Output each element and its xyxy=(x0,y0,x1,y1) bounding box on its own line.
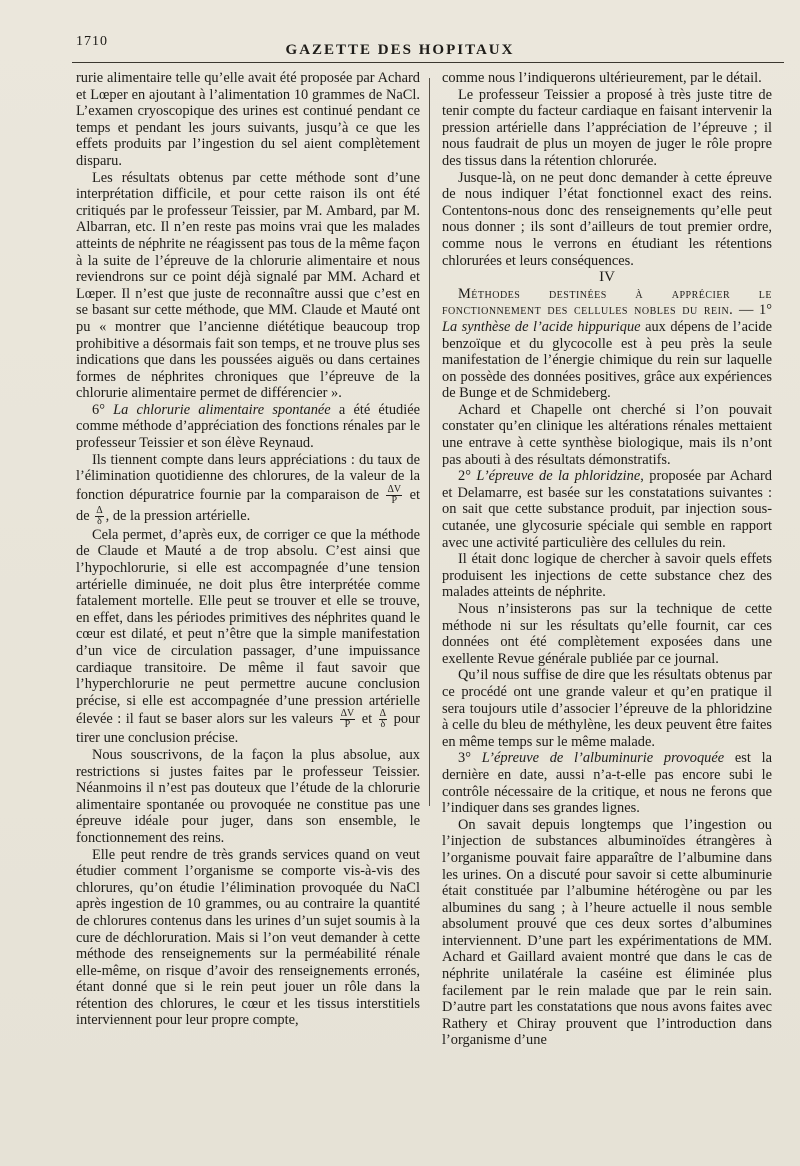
paragraph-text: Cela permet, d’après eux, de corriger ce que la méthode de Claude et Mauté a de trop absolu. C’est ainsi que l’hypochlorurie, si elle est accompagnée d’une tension artérielle diminuée, ne doit plus être interprétée comme fatalement mortelle. Elle peut se trouver et elle se trouve, en effet, dans les périodes primitives des néphrites quand le cœur est dilaté, et peut n’être que la simple manifestation d’un vice de circulation passager, d’une impuissance cardiaque transitoire. De même il faut savoir que l’hyperchlorurie ne peut permettre aucune conclusion précise, si elle est accompagnée d’une pression artérielle xyxy=(76,526,420,709)
section-heading: Méthodes destinées à apprécier le fonctionnement des cellules nobles du rein. xyxy=(442,285,772,319)
fraction-denominator: δ xyxy=(97,515,102,527)
fraction-delta-over-delta xyxy=(379,709,387,730)
right-column xyxy=(442,70,772,1049)
paragraph xyxy=(442,468,772,551)
paragraph: Nous n’insisterons pas sur la technique de cette méthode ni sur les résultats qu’elle fournit, car ces données ont été complètement exposées dans une exellente Revue générale publiée par ce journal. xyxy=(442,601,772,667)
left-column xyxy=(76,70,420,1029)
paragraph-text: , de la pression artérielle. xyxy=(105,507,251,524)
fraction-numerator: Δ xyxy=(379,708,387,720)
paragraph: On savait depuis longtemps que l’ingestion ou l’injection de substances albuminoïdes étrangères à l’organisme pouvait faire apparaître de l’albumine dans les urines. On a discuté pour savoir si cette albuminurie était constituée par l’albumine hétérogène ou par les albumines du sang ; à l’heure actuelle il nous semble absolument prouvé que ces deux sortes d’albumines interviennent. D’une part les expérimentations de MM. Achard et Gaillard avaient montré que dans le cas de néphrite unilatérale la caséine est éliminée plus facilement par le rein malade que par le rein sain. D’autre part les constatations que nous avons faites avec Rathery et Chiray prouvent que l’introduction dans l’organisme d’une xyxy=(442,816,772,1049)
item-text: est la dernière en date, aussi n’a-t-elle pas encore subi le contrôle nécessaire de la critique, et nous ne ferons que l’indiquer dans ses grandes lignes. xyxy=(442,750,772,817)
paragraph: Il était donc logique de chercher à savoir quels effets produisent les injections de cette substance chez des malades atteints de néphrite. xyxy=(442,551,772,601)
paragraph-text: pour tirer une conclusion précise. xyxy=(76,711,421,747)
paragraph-text: et xyxy=(361,711,373,728)
paragraph: Jusque-là, on ne peut donc demander à cette épreuve de nous indiquer l’état fonctionnel exact des reins. Contentons-nous donc des renseignements qu’elle peut nous donner ; ils sont d’ailleurs de tout premier ordre, comme nous le verrons en étudiant les rétentions chlorurées et leurs conséquences. xyxy=(442,169,772,269)
item-number: 6° xyxy=(92,401,105,418)
fraction-delta-over-delta xyxy=(95,506,103,527)
item-title: L’épreuve de l’albuminurie provoquée xyxy=(481,750,725,767)
page-number: 1710 xyxy=(76,34,108,49)
fraction-numerator: ΔV xyxy=(387,483,402,495)
column-divider xyxy=(429,78,430,806)
fraction-delta-v-over-p xyxy=(340,709,356,730)
section-number: IV xyxy=(599,269,615,286)
fraction-denominator: δ xyxy=(380,719,386,731)
paragraph: Les résultats obtenus par cette méthode sont d’une interprétation difficile, et pour cette raison ils ont été critiqués par le professeur Teissier, par M. Ambard, par M. Albarran, etc. Il n’en reste pas moins vrai que les malades atteints de néphrite ne réagissent pas tous de la même façon à la suite de l’épreuve de la chlorurie alimentaire et nous reviendrons sur ce point déjà signalé par MM. Achard et Lœper. Il n’est que juste de reconnaître aussi que c’est en se basant sur cette méthode, que MM. Claude et Mauté ont pu « montrer que l’ancienne diététique beaucoup trop prohibitive a désormais fait son temps, et ne trouve plus ses indications que dans les poussées aiguës ou dans certaines formes de néphrites chroniques que l’épreuve de la chlorurie alimentaire permet de différencier ». xyxy=(76,169,420,402)
paragraph: Achard et Chapelle ont cherché si l’on pouvait constater qu’en clinique les altérations rénales mettaient une entrave à cette synthèse biologique, mais ils n’ont pas abouti à des résultats démonstratifs. xyxy=(442,401,772,468)
running-head-title: GAZETTE DES HOPITAUX xyxy=(285,42,515,58)
header-rule xyxy=(72,62,784,63)
fraction-delta-v-over-p xyxy=(386,485,402,506)
item-number: 3° xyxy=(458,750,471,767)
paragraph xyxy=(442,750,772,816)
item-text: a été étudiée comme méthode d’appréciation des fonctions rénales par le professeur Teissier et son élève Reynaud. xyxy=(76,401,420,452)
paragraph xyxy=(76,527,420,747)
item-title: La chlorurie alimentaire spontanée xyxy=(113,401,331,418)
paragraph-text: et de xyxy=(76,486,420,524)
paragraph-text: élevée : il faut se baser alors sur les valeurs xyxy=(76,711,334,728)
paragraph xyxy=(76,452,420,527)
paragraph: Nous souscrivons, de la façon la plus absolue, aux restrictions si justes faites par le professeur Teissier. Néanmoins il n’est pas douteux que l’étude de la chlorurie alimentaire spontanée ou provoquée ne constitue pas une épreuve idéale pour juger, dans son ensemble, le fonctionnement des reins. xyxy=(76,746,420,846)
item-title: La synthèse de l’acide hippurique xyxy=(442,318,641,335)
item-number: 2° xyxy=(458,468,471,485)
paragraph xyxy=(76,402,420,452)
paragraph: comme nous l’indiquerons ultérieurement, par le détail. xyxy=(442,70,762,86)
paragraph: Elle peut rendre de très grands services quand on veut étudier comment l’organisme se comporte vis-à-vis des chlorures, qu’on étudie l’élimination provoquée du NaCl après ingestion de 10 grammes, ou au contraire la quantité de chlorures contenus dans les urines d’un sujet soumis à la cure de déchloruration. Mais si l’on veut demander à cette méthode des renseignements sur la perméabilité rénale elle-même, on risque d’avoir des renseignements erronés, étant donné que si le rein peut jouer un rôle dans la rétention des chlorures, le cœur et les tissus interstitiels interviennent pour leur propre compte, xyxy=(76,846,420,1029)
item-text: aux dépens de l’acide benzoïque et du glycocolle est à peu près la seule manifestation de l’énergie chimique du rein sur laquelle on possède des données positives, grâce aux expériences de Bunge et de Schmideberg. xyxy=(442,318,772,402)
fraction-denominator: P xyxy=(391,494,398,506)
section-dash: — 1° xyxy=(733,302,772,319)
paragraph-text: comparaison de xyxy=(286,486,379,503)
paragraph-text: Ils tiennent compte dans leurs appréciations : du taux de l’élimination quotidienne des chlorures, de la valeur de la fonction dépuratrice fournie par la xyxy=(76,451,420,503)
item-text: , proposée par Achard et Delamarre, est basée sur les constatations suivantes : on sait que cette substance produit, par injection sous-cutanée, une glycosurie spéciale qui semble en rapport avec une activité particulière des cellules du rein. xyxy=(442,468,772,551)
section-heading-paragraph xyxy=(442,286,772,402)
paragraph: Le professeur Teissier a proposé à très juste titre de tenir compte du facteur cardiaque en faisant intervenir la pression artérielle dans l’appréciation de l’épreuve ; il nous faudrait de plus un moyen de juger le rôle propre des tissus dans la rétention chlorurée. xyxy=(442,86,772,169)
paragraph: Qu’il nous suffise de dire que les résultats obtenus par ce procédé ont une grande valeur et qu’en pratique il sera toujours utile d’associer l’épreuve de la phloridzine à celle du bleu de méthylène, les deux peuvent être faites en même temps sur le même malade. xyxy=(442,667,772,750)
fraction-denominator: P xyxy=(344,719,351,731)
fraction-numerator: ΔV xyxy=(340,708,355,720)
item-title: L’épreuve de la phloridzine xyxy=(476,468,641,485)
fraction-numerator: Δ xyxy=(96,504,103,516)
paragraph: rurie alimentaire telle qu’elle avait été proposée par Achard et Lœper en ajoutant à l’alimentation 10 grammes de NaCl. L’examen cryoscopique des urines est continué pendant ce temps et pendant les jours suivants, jusqu’à ce que les effets produits par l’ingestion du sel aient complètement disparu. xyxy=(76,70,420,169)
